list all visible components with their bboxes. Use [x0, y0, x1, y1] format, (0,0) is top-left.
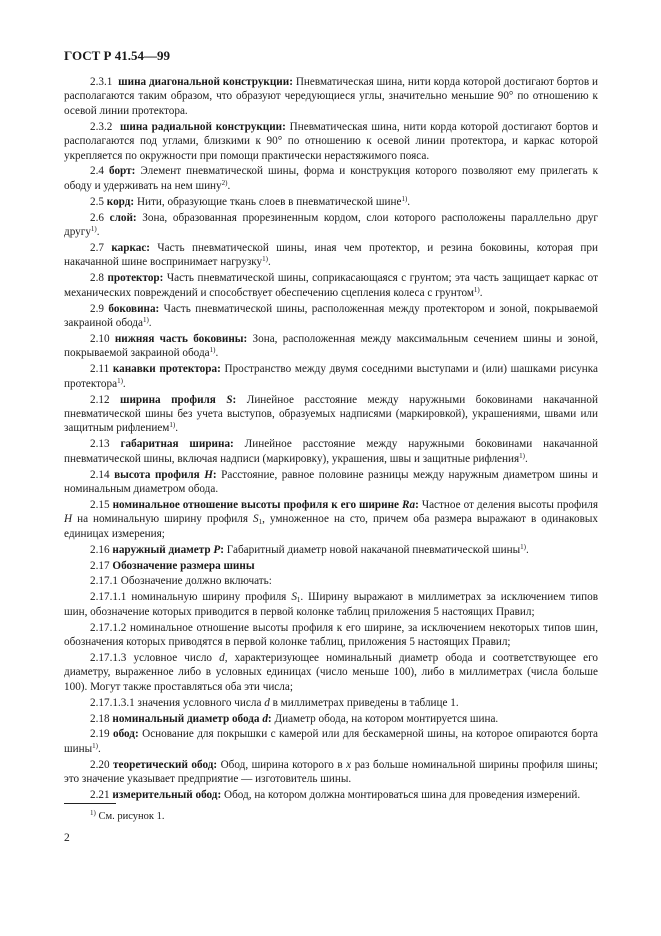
clause-2-15: 2.15 номинальное отношение высоты профиля к его ширине Ra: Частное от деления высоты профиля H на номинальную ширину профиля $S_1$, умноженное на сто, причем оба размера выражают в одинаковых единицах измерения;	[64, 498, 599, 540]
clause-2-10: 2.10 нижняя часть боковины: Зона, расположенная между максимальным сечением шины и зоной, покрываемой закраиной обода$^{1)}$.	[64, 332, 599, 360]
footnote-mark: 1)	[90, 809, 96, 817]
clause-2-17-1-3-1: 2.17.1.3.1 значения условного числа d в миллиметрах приведены в таблице 1.	[90, 696, 459, 709]
clause-2-12: 2.12 ширина профиля S: Линейное расстояние между наружными боковинами накачанной пневматической шины без учета выступов, образуемых надписями (маркировкой), украшениями, швами или защитным рифлением$^{1)}$.	[64, 393, 598, 435]
footnote-ref: 1)	[473, 285, 480, 294]
footnote-ref: 1)	[519, 451, 525, 460]
clause-2-8: 2.8 протектор: Часть пневматической шины, соприкасающаяся с грунтом; эта часть защищает каркас от механических повреждений и способствует обеспечению сцепления колеса с грунтом$^{1)}$.	[64, 272, 599, 299]
clause-2-18: 2.18 номинальный диаметр обода d: Диаметр обода, на котором монтируется шина.	[90, 712, 499, 725]
footnote-ref: 1)	[142, 316, 149, 324]
document-body	[64, 75, 598, 804]
clause-2-17: 2.17 Обозначение размера шины	[90, 559, 255, 572]
clause-2-7: 2.7 каркас: Часть пневматической шины, иная чем протектор, и резина боковины, которая при накачанной шине воспринимает нагрузку$^{1)}$.	[64, 241, 598, 269]
clause-2-17-1-2: 2.17.1.2 номинальное отношение высоты профиля к его ширине, за исключением некоторых типов шин, обозначения которых приводятся в первой колонке таблиц, приложения 5 настоящих Правил;	[64, 621, 599, 649]
clause-2-19: 2.19 обод: Основание для покрышки с камерой или для бескамерной шины, на которое опираются борта шины$^{1)}$.	[64, 728, 599, 755]
clause-2-13: 2.13 габаритная ширина: Линейное расстояние между наружными боковинами накачанной пневматической шины, включая надписи (маркировку), украшения, швы и защитные рифления$^{1)}$.	[64, 438, 598, 465]
footnote-ref: 1)	[262, 255, 268, 264]
clause-2-17-1-1: 2.17.1.1 номинальную ширину профиля $S_1$. Ширину выражают в миллиметрах за исключением типов шин, обозначение которых приводится в первой колонке таблиц приложения 5 настоящих Правил;	[64, 591, 599, 618]
footnote-ref: 1)	[520, 542, 526, 551]
clause-2-11: 2.11 канавки протектора: Пространство между двумя соседними выступами и (или) шашками рисунка протектора$^{1)}$.	[64, 363, 599, 390]
footnote-ref: 1)	[401, 194, 408, 203]
page-number: 2	[64, 832, 70, 844]
footnote-ref: 1)	[209, 346, 216, 355]
footnote-ref: 1)	[90, 225, 97, 234]
clause-2-16: 2.16 наружный диаметр P: Габаритный диаметр новой накачаной пневматической шины$^{1)}$.	[90, 542, 529, 556]
page-header: ГОСТ Р 41.54—99	[64, 48, 170, 63]
clause-2-14: 2.14 высота профиля H: Расстояние, равное половине разницы между наружным диаметром шины и номинальным диаметром обода.	[64, 468, 598, 495]
clause-2-20: 2.20 теоретический обод: Обод, ширина которого в x раз больше номинальной ширины профиля шины; это значение указывает предприятие — изготовитель шины.	[64, 758, 599, 786]
clause-2-17-1-3: 2.17.1.3 условное число d, характеризующее номинальный диаметр обода и соответствующее его диаметру, выраженное либо в условных единицах (число меньше 100), либо в миллиметрах (числа больше 100). Могут также проставляться оба эти числа;	[64, 651, 599, 693]
clause-2-3-2: 2.3.2 шина радиальной конструкции: Пневматическая шина, нити корда которой достигают бортов и располагаются под углами, близкими к 90° по отношению к осевой линии протектора, и каркас которой укрепляется по окружности при помощи практически нерастяжимого пояса.	[64, 120, 599, 162]
clause-2-17-1: 2.17.1 Обозначение должно включать:	[90, 575, 272, 588]
footnote-text: См. рисунок 1.	[98, 811, 165, 822]
clause-2-3-1: 2.3.1 шина диагональной конструкции: Пневматическая шина, нити корда которой достигают бортов и располагаются таким образом, что образуют чередующиеся углы, значительно меньшие 90° по отношению к осевой линии протектора.	[64, 76, 598, 117]
clause-2-4: 2.4 борт: Элемент пневматической шины, форма и конструкция которого позволяют ему прилегать к ободу и удерживать на нем шину$^{2)}$.	[64, 165, 599, 192]
clause-2-5: 2.5 корд: Нити, образующие ткань слоев в пневматической шине$^{1)}$.	[90, 194, 411, 208]
footnote-ref: 2)	[221, 178, 228, 187]
footnote-ref: 1)	[92, 741, 98, 750]
clause-2-6: 2.6 слой: Зона, образованная прорезиненным кордом, слои которого расположены параллельно друг другу$^{1)}$.	[64, 211, 599, 239]
footnote-ref: 1)	[117, 376, 123, 385]
footnote-ref: 1)	[169, 421, 176, 430]
footnote	[90, 810, 164, 823]
clause-2-9: 2.9 боковина: Часть пневматической шины, расположенная между протектором и зоной, покрываемой закраиной обода$^{1)}$.	[64, 302, 598, 329]
clause-2-21: 2.21 измерительный обод: Обод, на котором должна монтироваться шина для проведения измерений.	[90, 789, 581, 802]
footnote-divider	[64, 803, 116, 804]
